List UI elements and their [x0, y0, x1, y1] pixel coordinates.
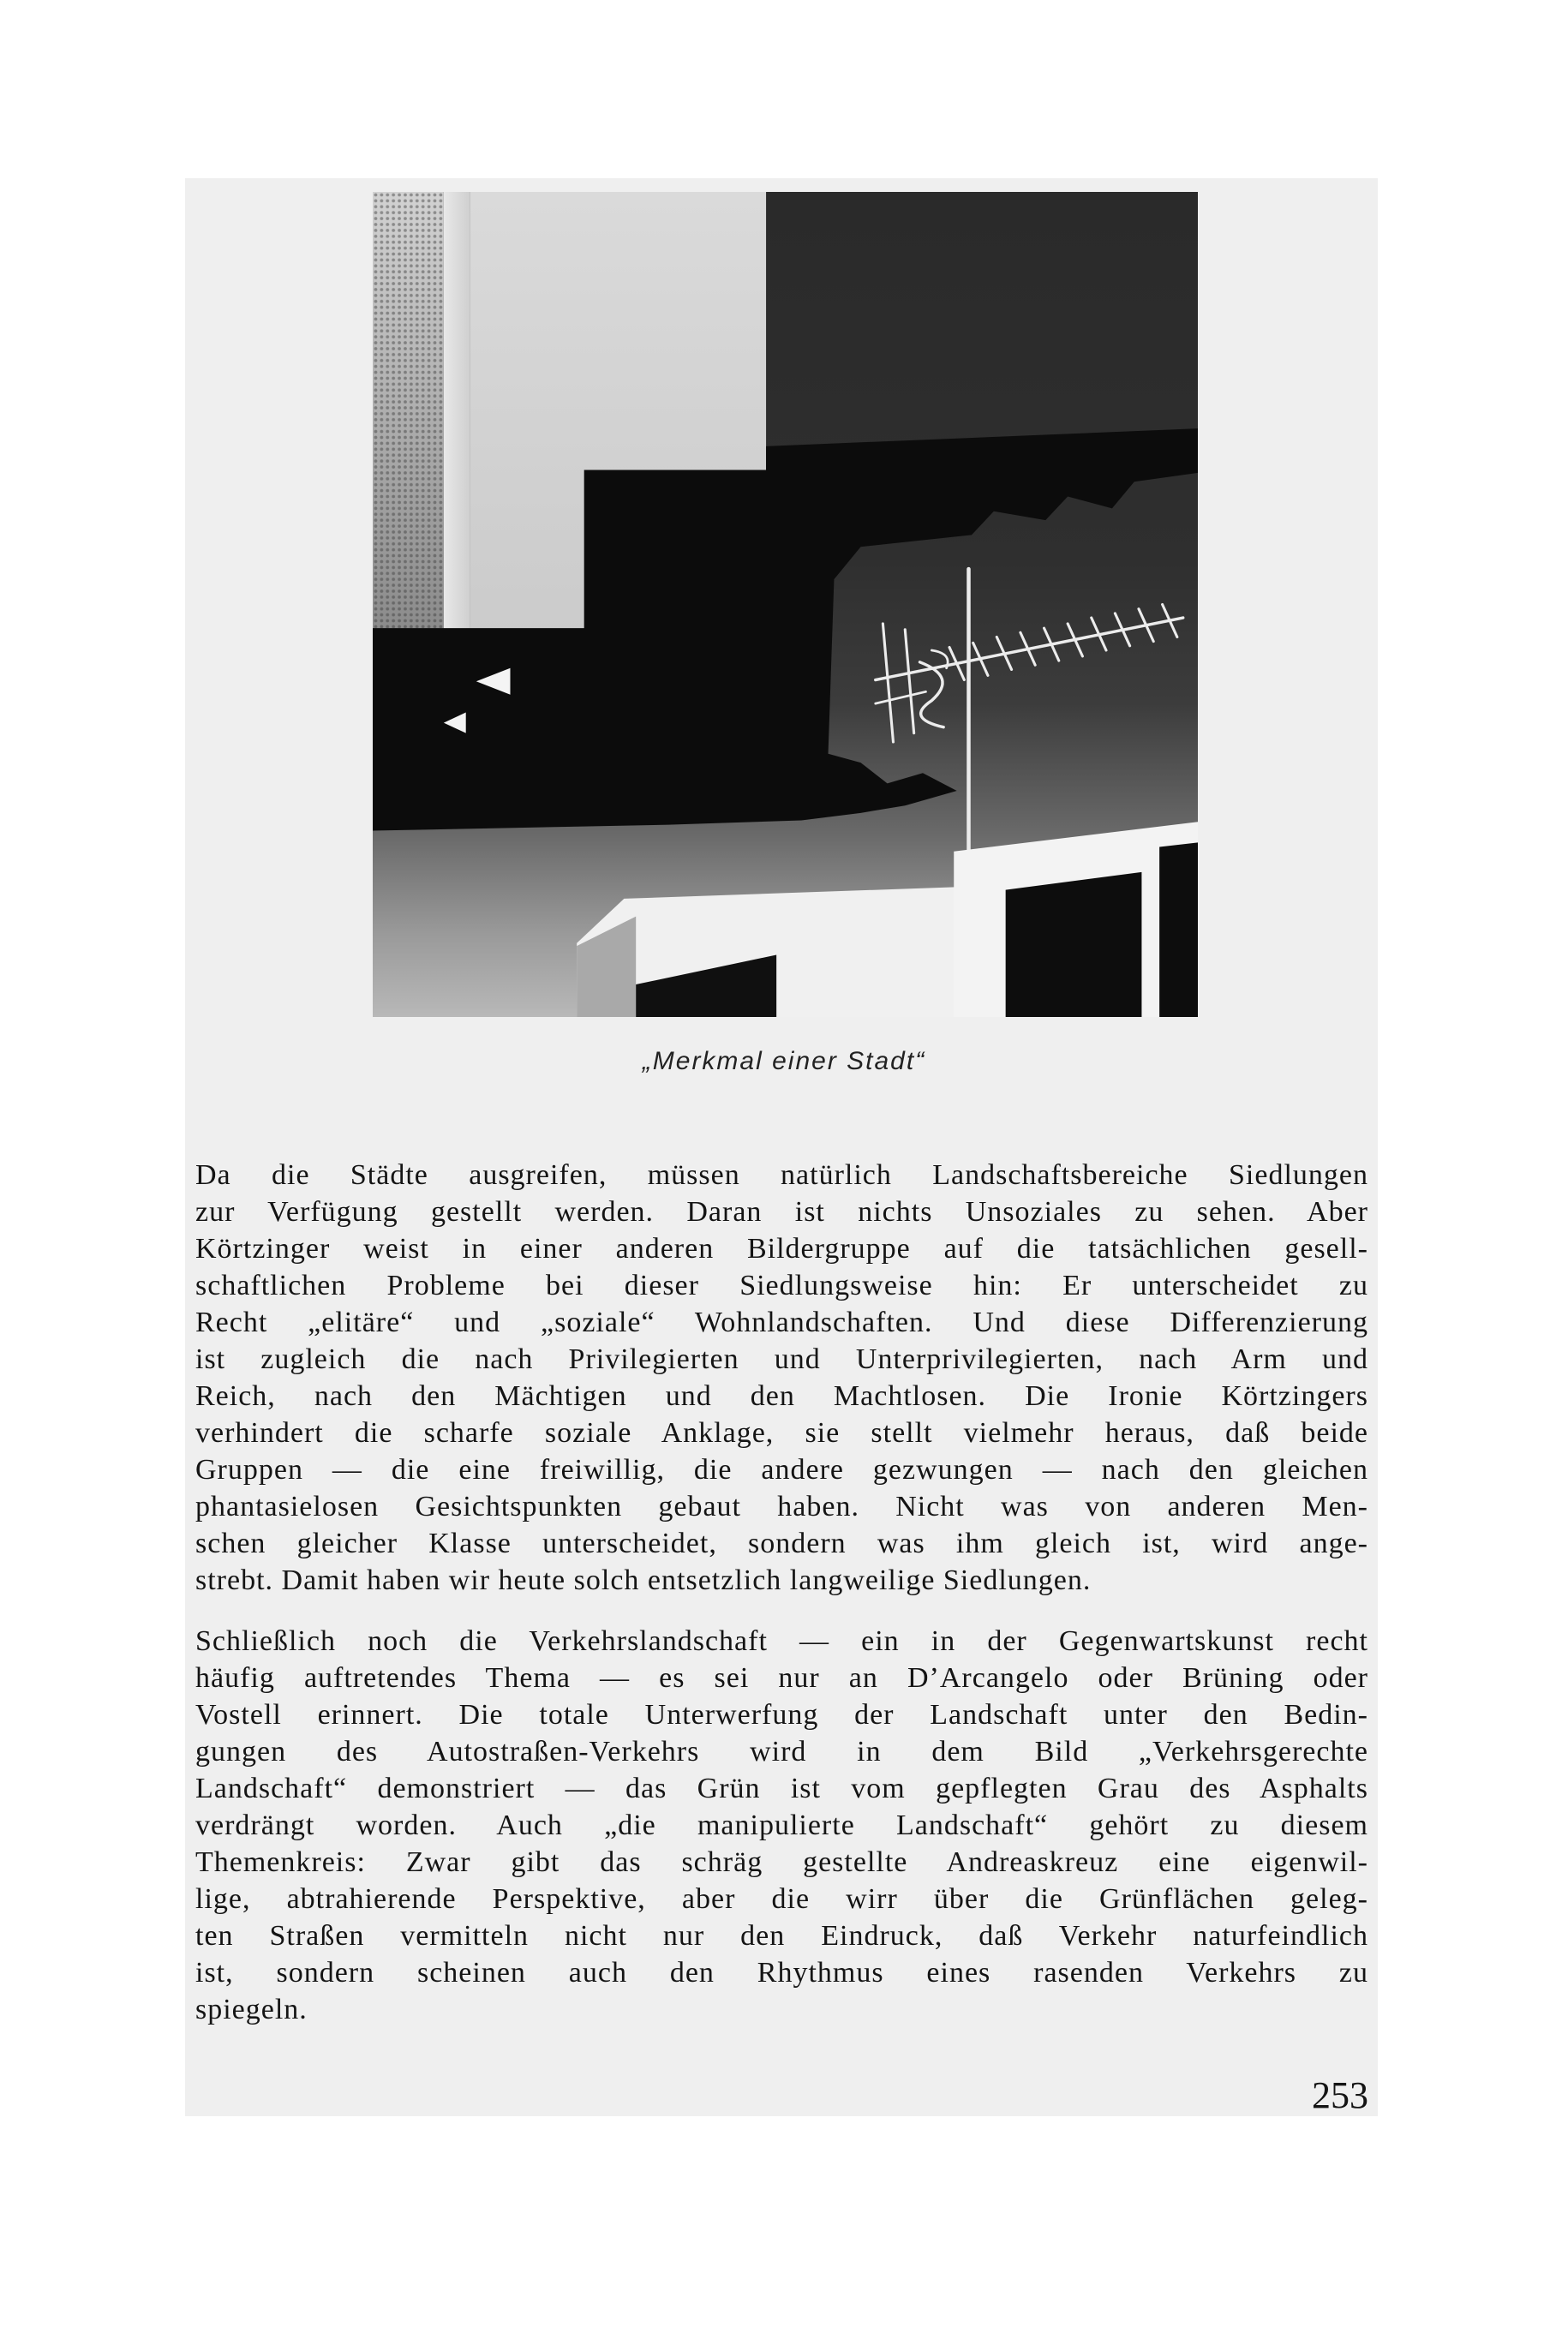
text-line: Vostell erinnert. Die totale Unterwerfung der Landschaft unter den Bedin-	[195, 1699, 1368, 1731]
paragraph	[195, 1623, 1368, 2028]
text-line: Landschaft“ demonstriert — das Grün ist vom gepflegten Grau des Asphalts	[195, 1773, 1368, 1804]
text-line: Schließlich noch die Verkehrslandschaft — ein in der Gegenwartskunst recht	[195, 1625, 1368, 1657]
text-line: Körtzinger weist in einer anderen Bildergruppe auf die tatsächlichen gesell-	[195, 1233, 1368, 1265]
window-edge	[1159, 842, 1198, 1017]
text-line: schaftlichen Probleme bei dieser Siedlungsweise hin: Er unterscheidet zu	[195, 1270, 1368, 1301]
text-line: strebt. Damit haben wir heute solch entsetzlich langweilige Siedlungen.	[195, 1564, 1092, 1596]
text-line: ist zugleich die nach Privilegierten und Unterprivilegierten, nach Arm und	[195, 1343, 1368, 1375]
text-line: Themenkreis: Zwar gibt das schräg gestellte Andreaskreuz eine eigenwil-	[195, 1846, 1368, 1878]
text-line: verhindert die scharfe soziale Anklage, sie stellt vielmehr heraus, daß beide	[195, 1417, 1368, 1449]
halftone-dots	[373, 192, 444, 636]
text-line: ten Straßen vermitteln nicht nur den Eindruck, daß Verkehr naturfeindlich	[195, 1920, 1368, 1952]
text-line: Gruppen — die eine freiwillig, die andere gezwungen — nach den gleichen	[195, 1454, 1368, 1486]
paragraph	[195, 1157, 1368, 1599]
illustration-merkmal-einer-stadt	[373, 192, 1198, 1017]
page-number: 253	[1312, 2074, 1368, 2116]
text-line: schen gleicher Klasse unterscheidet, sondern was ihm gleich ist, wird ange-	[195, 1528, 1368, 1559]
text-line: häufig auftretendes Thema — es sei nur an D’Arcangelo oder Brüning oder	[195, 1662, 1368, 1694]
text-line: phantasielosen Gesichtspunkten gebaut haben. Nicht was von anderen Men-	[195, 1491, 1368, 1522]
text-line: Recht „elitäre“ und „soziale“ Wohnlandschaften. Und diese Differenzierung	[195, 1307, 1368, 1338]
text-line: gungen des Autostraßen-Verkehrs wird in dem Bild „Verkehrsgerechte	[195, 1736, 1368, 1768]
text-line: Reich, nach den Mächtigen und den Machtlosen. Die Ironie Körtzingers	[195, 1380, 1368, 1412]
figure-caption: „Merkmal einer Stadt“	[642, 1047, 926, 1075]
window-right	[1006, 872, 1142, 1017]
text-line: spiegeln.	[195, 1994, 308, 2025]
text-line: verdrängt worden. Auch „die manipulierte Landschaft“ gehört zu diesem	[195, 1810, 1368, 1841]
text-line: ist, sondern scheinen auch den Rhythmus eines rasenden Verkehrs zu	[195, 1957, 1368, 1989]
illustration-image	[373, 192, 1198, 1017]
text-line: lige, abtrahierende Perspektive, aber die wirr über die Grünflächen geleg-	[195, 1883, 1368, 1915]
text-line: Da die Städte ausgreifen, müssen natürlich Landschaftsbereiche Siedlungen	[195, 1159, 1368, 1191]
building-edge-strip	[444, 192, 470, 636]
text-line: zur Verfügung gestellt werden. Daran ist nichts Unsoziales zu sehen. Aber	[195, 1196, 1368, 1228]
